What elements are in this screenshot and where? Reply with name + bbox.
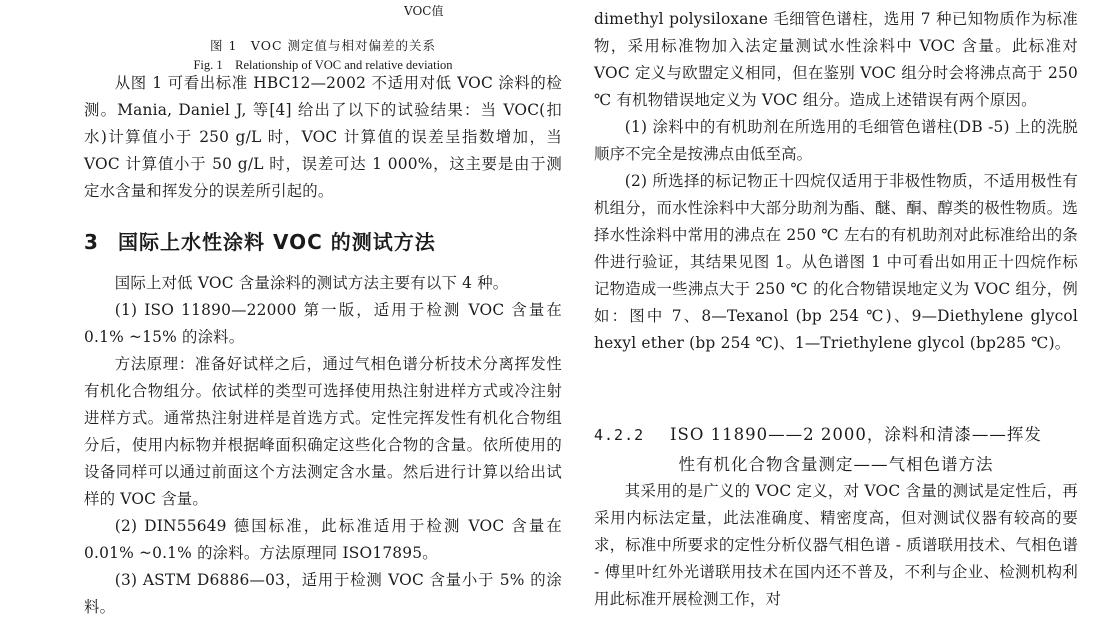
figure-caption-en: Fig. 1 Relationship of VOC and relative deviation — [193, 58, 453, 72]
right-bottom-block — [594, 478, 1078, 613]
intro-block — [84, 70, 562, 205]
methods-intro: 国际上对低 VOC 含量涂料的测试方法主要有以下 4 种。 — [114, 274, 509, 292]
subsection-title-text: ISO 11890——2 2000，涂料和清漆——挥发 — [670, 425, 1042, 444]
figure-caption-cn: 图 1 VOC 测定值与相对偏差的关系 — [209, 38, 437, 53]
intro-paragraph: 从图 1 可看出标准 HBC12—2002 不适用对低 VOC 涂料的检测。Mania, Daniel J, 等[4] 给出了以下的试验结果：当 VOC(扣水)计算值小于 250 g/L 时，VOC 计算值的误差呈指数增加，当 VOC 计算值小于 50 g/L 时，误差可达 1 000%，这主要是由于测定水含量和挥发分的误差所引起的。 — [84, 74, 562, 200]
subsection-title-line-2: 性有机化合物含量测定——气相色谱方法 — [678, 455, 994, 474]
method-2: (2) DIN55649 德国标准，此标准适用于检测 VOC 含量在 0.01% ~0.1% 的涂料。方法原理同 ISO17895。 — [84, 517, 562, 562]
section-number: 3 — [84, 230, 99, 254]
methods-block — [84, 270, 562, 621]
right-paragraph-1: dimethyl polysiloxane 毛细管色谱柱，选用 7 种已知物质作为标准物，采用标准物加入法定量测试水性涂料中 VOC 含量。此标准对 VOC 定义与欧盟定义相同，但在鉴别 VOC 组分时会将沸点高于 250 ℃ 有机物错误地定义为 VOC 组分。造成上述错误有两个原因。 — [594, 10, 1078, 109]
section-title: 国际上水性涂料 VOC 的测试方法 — [118, 230, 436, 254]
subsection-title-line-1 — [594, 420, 1078, 450]
method-1: (1) ISO 11890—22000 第一版，适用于检测 VOC 含量在 0.1% ~15% 的涂料。 — [84, 301, 562, 346]
figure-axis-label: VOC值 — [404, 4, 444, 18]
subsection-heading — [594, 420, 1078, 479]
section-heading — [84, 226, 562, 255]
right-paragraph-2: (1) 涂料中的有机助剂在所选用的毛细管色谱柱(DB -5) 上的洗脱顺序不完全是按沸点由低至高。 — [594, 118, 1078, 163]
method-3: (3) ASTM D6886—03，适用于检测 VOC 含量小于 5% 的涂料。 — [84, 571, 562, 616]
right-paragraph-4: 其采用的是广义的 VOC 定义，对 VOC 含量的测试是定性后，再采用内标法定量，此法准确度、精密度高，但对测试仪器有较高的要求，标准中所要求的定性分析仪器气相色谱 - 质谱联用技术、气相色谱 - 傅里叶红外光谱联用技术在国内还不普及，不利与企业、检测机构利用此标准开展检测工作，对 — [594, 482, 1078, 608]
subsection-number: 4.2.2 — [594, 426, 645, 444]
right-paragraph-3: (2) 所选择的标记物正十四烷仅适用于非极性物质，不适用极性有机组分，而水性涂料中大部分助剂为酯、醚、酮、醇类的极性物质。选择水性涂料中常用的沸点在 250 ℃ 左右的有机助剂对此标准给出的条件进行验证，其结果见图 1。从色谱图 1 中可看出如用正十四烷作标记物造成一些沸点大于 250 ℃ 的化合物错误地定义为 VOC 组分，例如：图中 7、8—Texanol (bp 254 ℃)、9—Diethylene glycol hexyl ether (bp 254 ℃)、1—Triethylene glycol (bp285 ℃)。 — [594, 172, 1078, 352]
right-top-block — [594, 6, 1078, 357]
method-1-principle: 方法原理：准备好试样之后，通过气相色谱分析技术分离挥发性有机化合物组分。依试样的类型可选择使用热注射进样方式或冷注射进样方式。通常热注射进样是首选方式。定性完挥发性有机化合物组分后，使用内标物并根据峰面积确定这些化合物的含量。依所使用的设备同样可以通过前面这个方法测定含水量。然后进行计算以给出试样的 VOC 含量。 — [84, 355, 562, 508]
